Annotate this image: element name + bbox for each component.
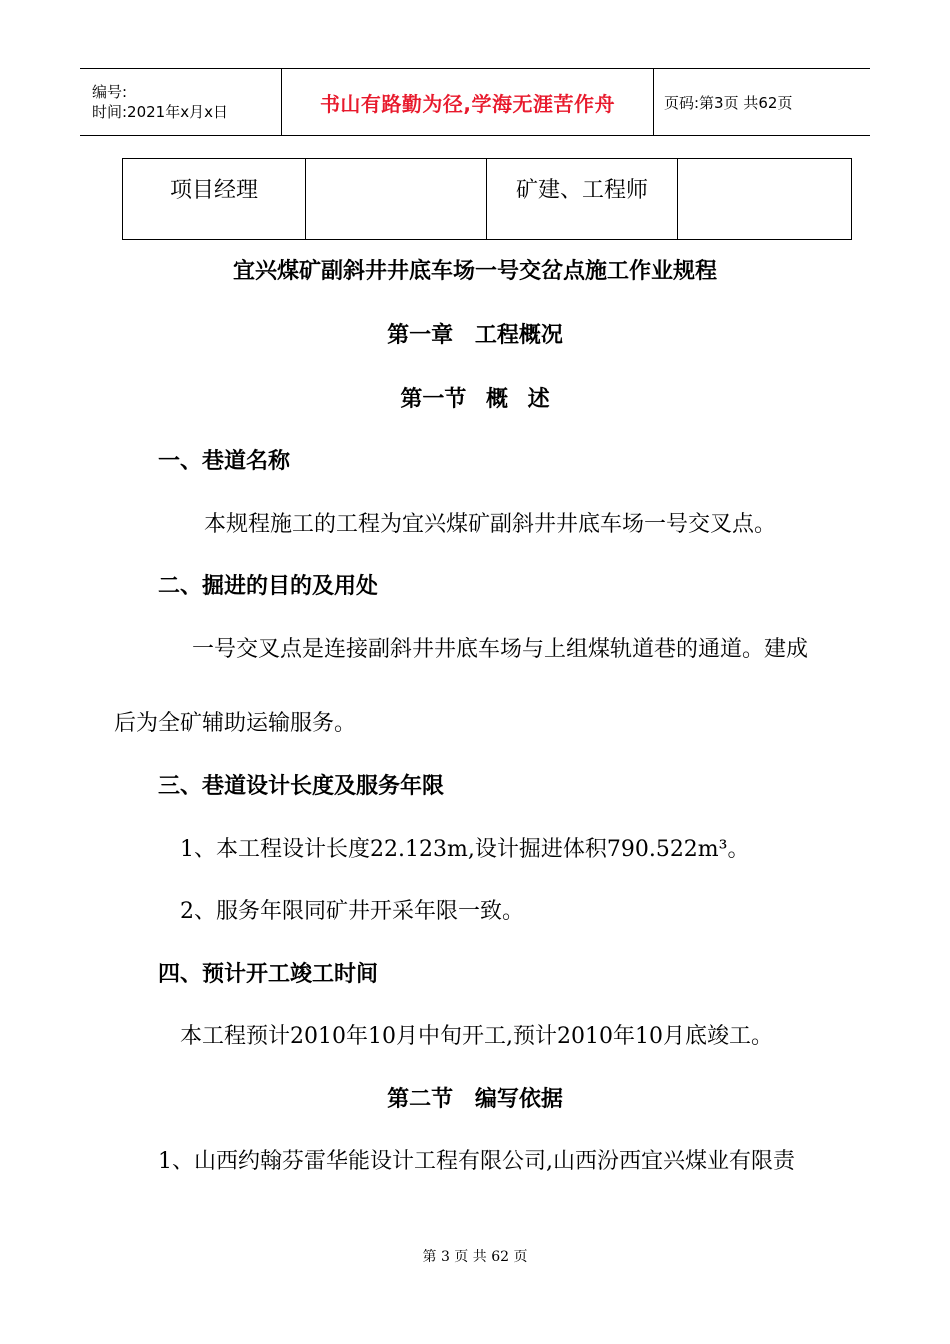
paragraph-schedule: 本工程预计2010年10月中旬开工,预计2010年10月底竣工。 — [180, 1024, 773, 1049]
header-motto-cell — [281, 69, 654, 135]
document-time-label: 时间:2021年x月x日 — [92, 103, 228, 121]
document-title: 宜兴煤矿副斜井井底车场一号交岔点施工作业规程 — [232, 259, 717, 284]
page-footer: 第 3 页 共 62 页 — [422, 1249, 528, 1265]
heading-roadway-name: 一、巷道名称 — [158, 449, 291, 474]
signature-table — [122, 158, 852, 240]
heading-purpose: 二、掘进的目的及用处 — [158, 574, 379, 599]
heading-schedule: 四、预计开工竣工时间 — [158, 962, 379, 987]
signature-cell-project-manager: 项目经理 — [123, 159, 306, 240]
paragraph-roadway-name: 本规程施工的工程为宜兴煤矿副斜井井底车场一号交叉点。 — [204, 512, 777, 537]
paragraph-purpose-line-1: 一号交叉点是连接副斜井井底车场与上组煤轨道巷的通道。建成 — [192, 637, 809, 662]
document-number-label: 编号: — [92, 83, 128, 101]
section-heading-1: 第一节 概 述 — [400, 387, 550, 412]
paragraph-basis-line-1: 1、山西约翰芬雷华能设计工程有限公司,山西汾西宜兴煤业有限责 — [158, 1149, 795, 1174]
paragraph-service-years: 2、服务年限同矿井开采年限一致。 — [180, 899, 524, 924]
heading-length-service: 三、巷道设计长度及服务年限 — [158, 774, 445, 799]
section-heading-2: 第二节 编写依据 — [387, 1087, 563, 1112]
paragraph-purpose-line-2: 后为全矿辅助运输服务。 — [114, 711, 357, 736]
signature-row — [123, 159, 852, 240]
header-page-info: 页码:第3页 共62页 — [664, 93, 793, 112]
signature-cell-blank-1 — [306, 159, 487, 240]
chapter-heading: 第一章 工程概况 — [387, 323, 563, 348]
signature-cell-blank-2 — [678, 159, 852, 240]
page-header — [80, 68, 870, 136]
header-motto: 书山有路勤为径,学海无涯苦作舟 — [319, 91, 616, 116]
signature-cell-engineer: 矿建、工程师 — [487, 159, 678, 240]
paragraph-design-length: 1、本工程设计长度22.123m,设计掘进体积790.522m³。 — [180, 837, 750, 862]
header-meta — [80, 69, 281, 135]
header-page-info-cell — [654, 69, 870, 135]
